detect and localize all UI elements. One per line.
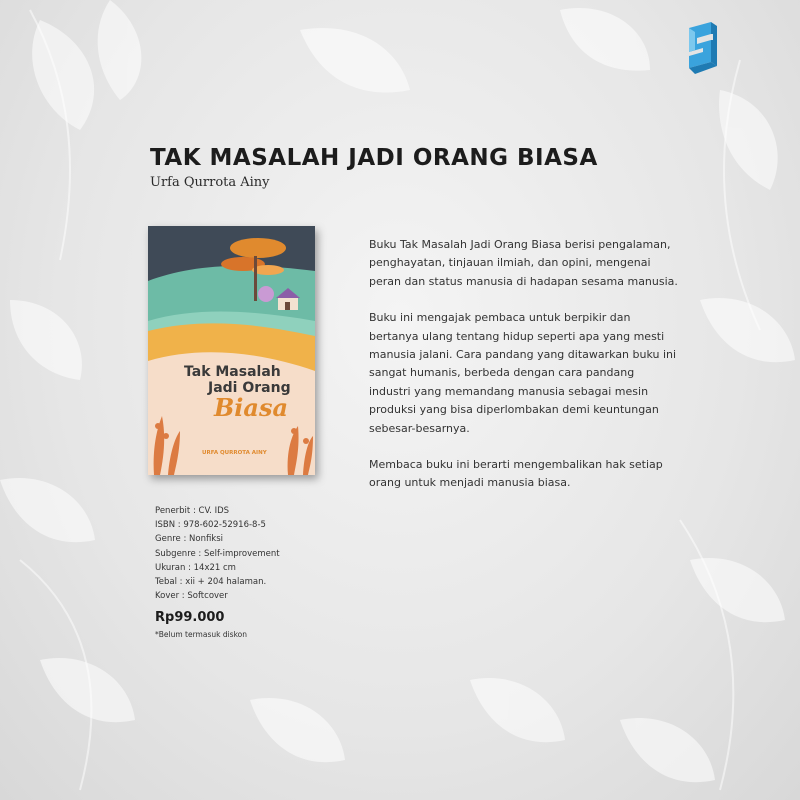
price-note: *Belum termasuk diskon	[155, 630, 248, 639]
cover-title-line2: Jadi Orang	[208, 380, 291, 396]
detail-size: Ukuran : 14x21 cm	[155, 562, 236, 573]
book-description	[369, 236, 679, 511]
detail-pages: Tebal : xii + 204 halaman.	[155, 577, 267, 588]
cover-title-line1: Tak Masalah	[184, 364, 281, 380]
book-details	[155, 504, 280, 603]
detail-cover-type: Kover : Softcover	[155, 591, 228, 602]
book-cover-image	[148, 226, 315, 475]
detail-publisher: Penerbit : CV. IDS	[155, 506, 230, 516]
description-paragraph: Buku Tak Masalah Jadi Orang Biasa berisi pengalaman, penghayatan, tinjauan ilmiah, dan opini, mengenai peran dan status manusia di hadapan sesama manusia.	[369, 238, 678, 288]
book-price: Rp99.000	[155, 610, 225, 625]
book-author: Urfa Qurrota Ainy	[150, 175, 270, 190]
description-paragraph: Membaca buku ini berarti mengembalikan hak setiap orang untuk menjadi manusia biasa.	[369, 458, 663, 490]
cover-author: URFA QURROTA AINY	[202, 450, 267, 456]
detail-subgenre: Subgenre : Self-improvement	[155, 548, 280, 559]
detail-isbn: ISBN : 978-602-52916-8-5	[155, 520, 266, 531]
publisher-logo-icon	[681, 22, 721, 74]
book-title: TAK MASALAH JADI ORANG BIASA	[150, 145, 598, 171]
cover-title-line3: Biasa	[214, 393, 289, 422]
description-paragraph: Buku ini mengajak pembaca untuk berpikir dan bertanya ulang tentang hidup seperti apa yang mesti manusia jalani. Cara pandang yang ditawarkan buku ini sangat humanis, berbeda dengan cara pandang industri yang memandang manusia sebagai mesin produksi yang bisa diperlombakan demi keuntungan sebesar-besarnya.	[369, 311, 677, 435]
detail-genre: Genre : Nonfiksi	[155, 534, 224, 545]
